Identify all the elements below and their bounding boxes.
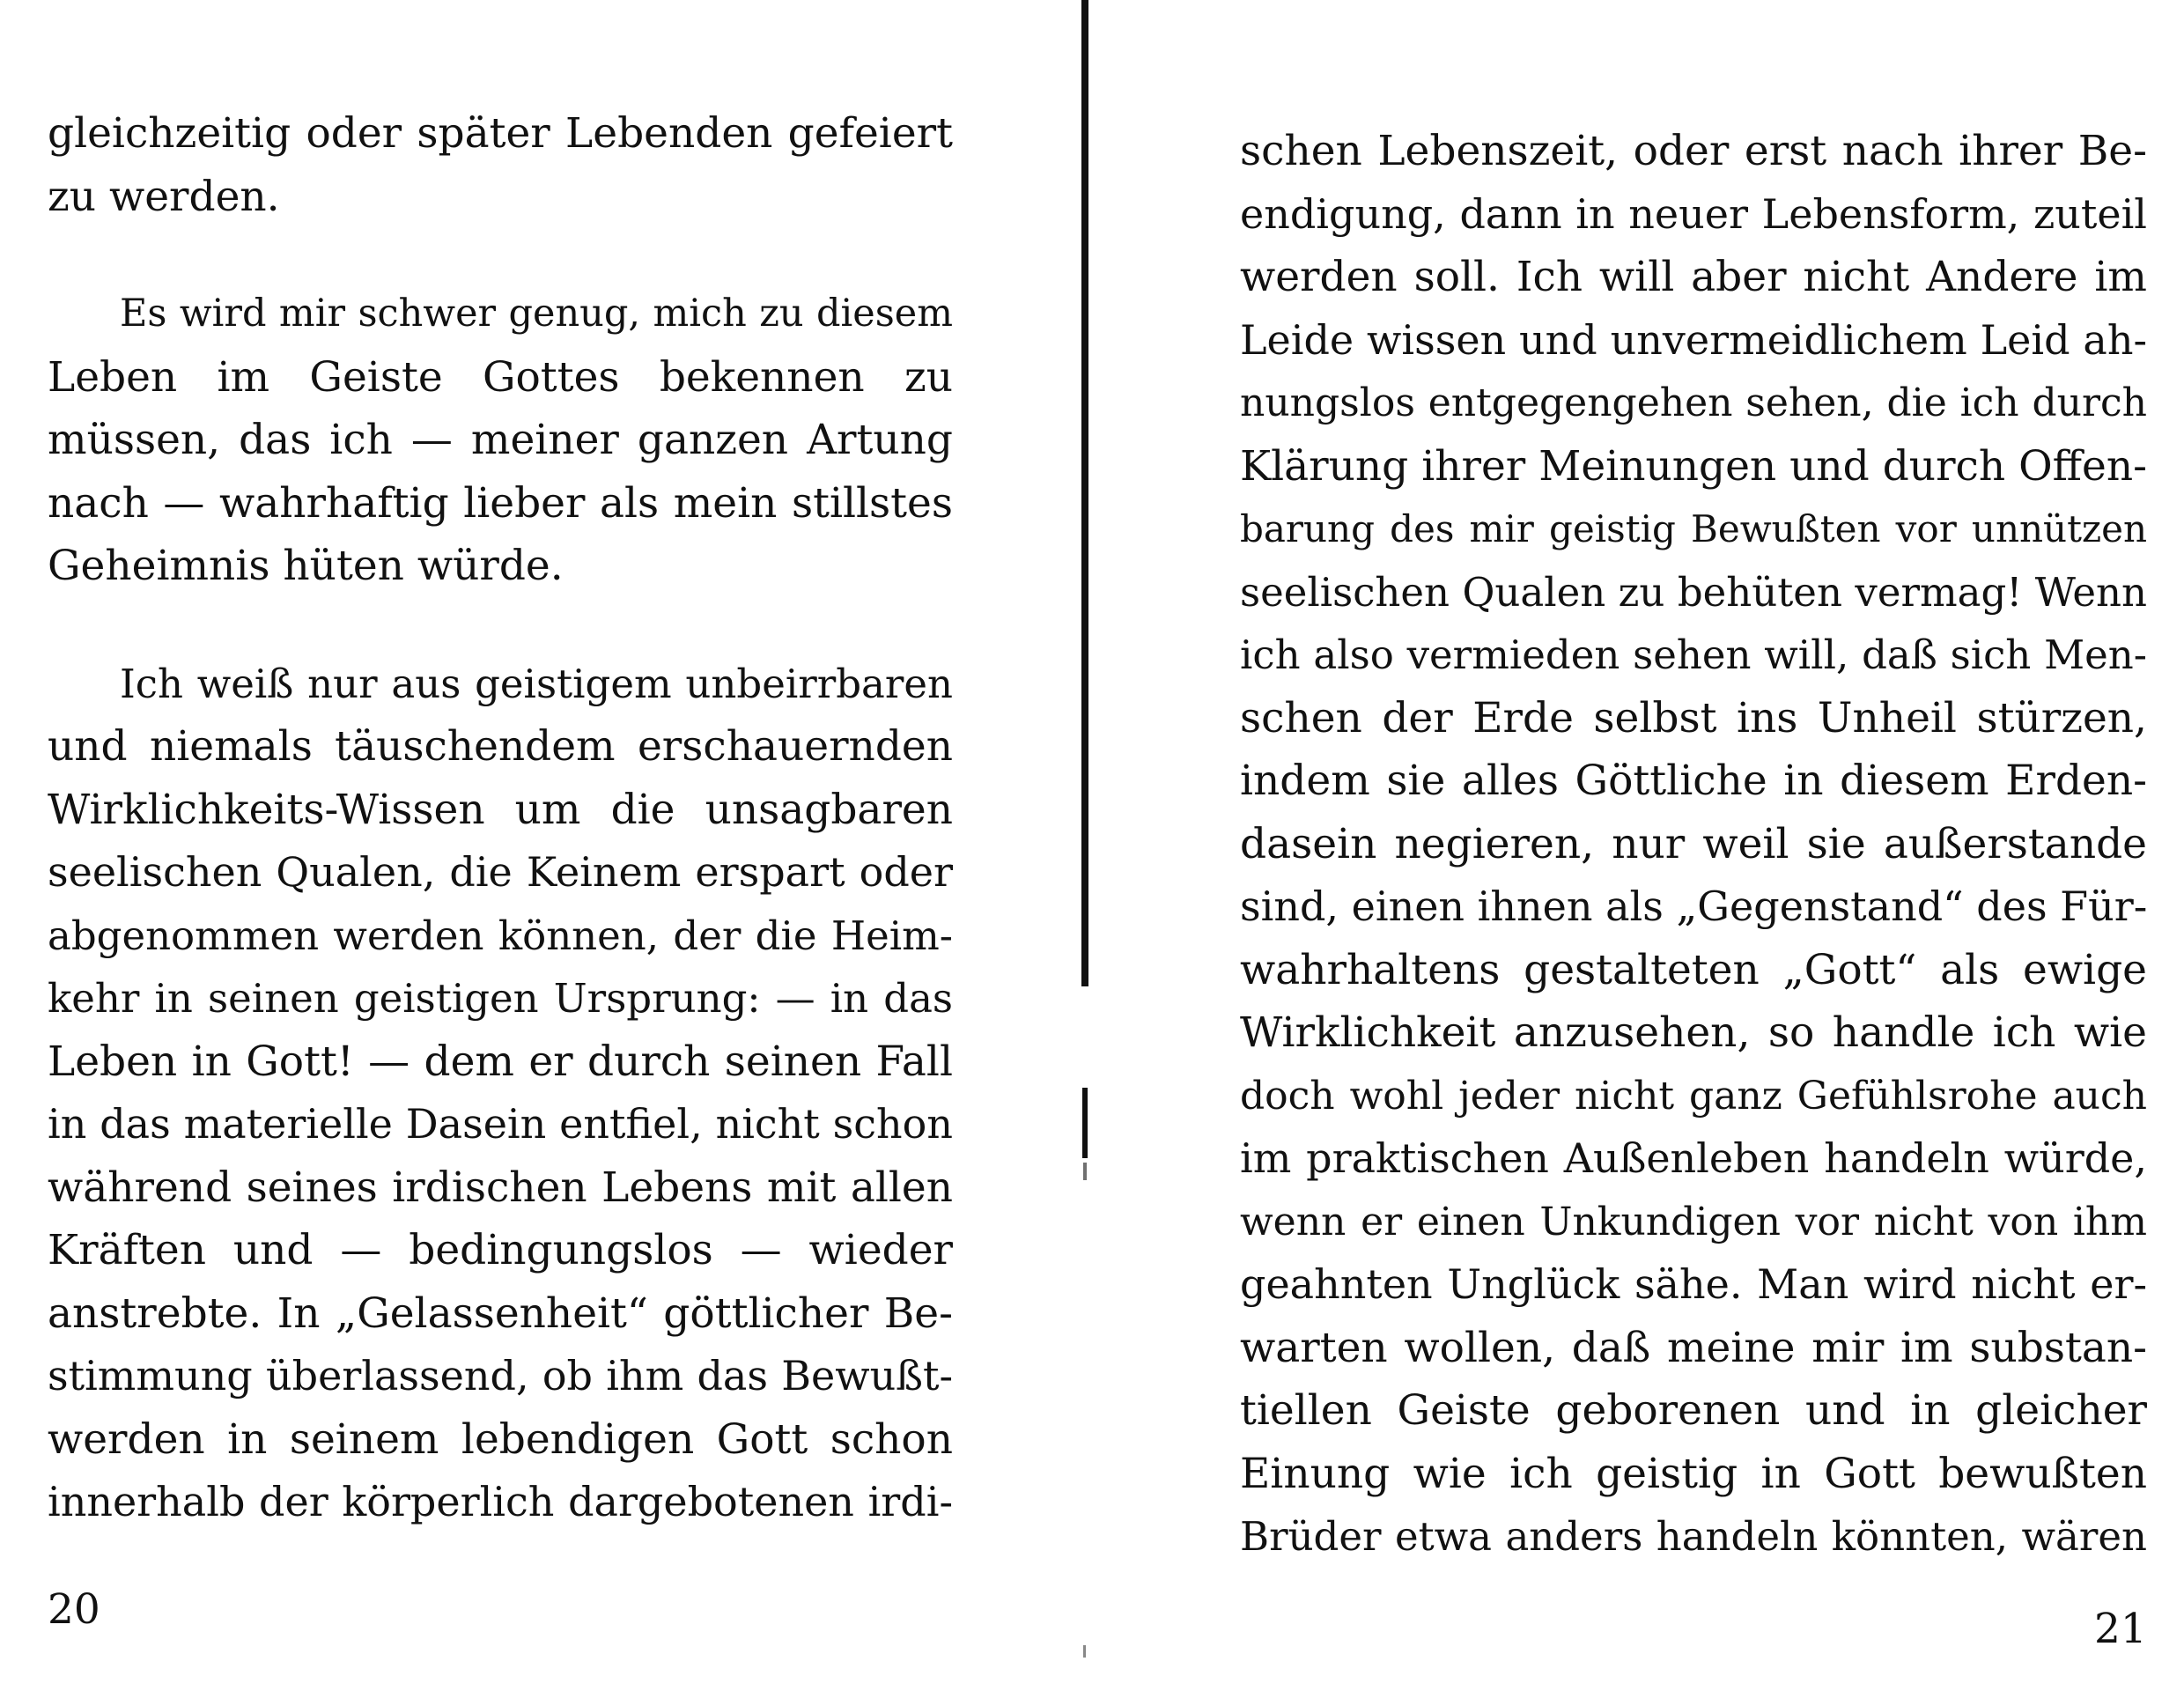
text-line: stimmung überlassend, ob ihm das Bewußt- bbox=[48, 1352, 953, 1399]
text-line: tiellen Geiste geborenen und in gleicher bbox=[1240, 1386, 2147, 1435]
text-line: wahrhaltens gestalteten „Gott“ als ewige bbox=[1240, 945, 2147, 994]
text-line: werden soll. Ich will aber nicht Andere im bbox=[1240, 253, 2147, 301]
gutter-shadow bbox=[1083, 1163, 1087, 1180]
text-line: sind, einen ihnen als „Gegenstand“ des Für- bbox=[1240, 882, 2148, 930]
text-line: Ich weiß nur aus geistigem unbeirrbaren bbox=[120, 660, 953, 707]
right-page bbox=[1092, 0, 2184, 1691]
text-line: seelischen Qualen, die Keinem erspart oder bbox=[48, 848, 953, 896]
text-line: in das materielle Dasein entfiel, nicht schon bbox=[48, 1100, 953, 1148]
text-line: anstrebte. In „Gelassenheit“ göttlicher Be- bbox=[48, 1289, 953, 1338]
text-line: dasein negieren, nur weil sie außerstande bbox=[1240, 819, 2147, 868]
text-line: im praktischen Außenleben handeln würde, bbox=[1240, 1134, 2147, 1182]
gutter-shadow bbox=[1082, 1088, 1088, 1158]
text-line: kehr in seinen geistigen Ursprung: — in das bbox=[48, 975, 953, 1022]
text-line: zu werden. bbox=[48, 172, 280, 221]
text-line: Leben im Geiste Gottes bekennen zu bbox=[48, 352, 953, 402]
text-line: gleichzeitig oder später Lebenden gefeiert bbox=[48, 109, 953, 158]
page-number: 21 bbox=[2094, 1605, 2147, 1653]
gutter-shadow bbox=[1083, 1645, 1086, 1658]
text-line: geahnten Unglück sähe. Man wird nicht er- bbox=[1240, 1260, 2147, 1308]
text-line: Wirklichkeit anzusehen, so handle ich wie bbox=[1240, 1008, 2147, 1057]
text-line: Es wird mir schwer genug, mich zu diesem bbox=[120, 292, 953, 336]
text-line: ich also vermieden sehen will, daß sich Men- bbox=[1240, 631, 2147, 678]
text-line: Einung wie ich geistig in Gott bewußten bbox=[1240, 1449, 2147, 1498]
text-line: während seines irdischen Lebens mit allen bbox=[48, 1163, 953, 1212]
paragraph-gap bbox=[48, 228, 953, 283]
text-line: barung des mir geistig Bewußten vor unnützen bbox=[1240, 507, 2147, 550]
text-line: warten wollen, daß meine mir im substan- bbox=[1240, 1323, 2147, 1372]
text-line: nungslos entgegengehen sehen, die ich durch bbox=[1240, 380, 2147, 425]
text-line: werden in seinem lebendigen Gott schon bbox=[48, 1414, 953, 1464]
text-line: seelischen Qualen zu behüten vermag! Wenn bbox=[1240, 568, 2147, 616]
text-line: indem sie alles Göttliche in diesem Erden- bbox=[1240, 757, 2147, 805]
text-line: doch wohl jeder nicht ganz Gefühlsrohe auch bbox=[1240, 1073, 2147, 1119]
text-line: nach — wahrhaftig lieber als mein stillstes bbox=[48, 478, 953, 528]
text-line: Geheimnis hüten würde. bbox=[48, 542, 564, 590]
text-line: schen Lebenszeit, oder erst nach ihrer Be- bbox=[1240, 127, 2147, 175]
text-line: und niemals täuschendem erschauernden bbox=[48, 722, 953, 771]
page-number: 20 bbox=[48, 1585, 100, 1634]
text-line: Kräften und — bedingungslos — wieder bbox=[48, 1226, 953, 1274]
text-line: innerhalb der körperlich dargebotenen irdi- bbox=[48, 1478, 953, 1525]
text-line: Klärung ihrer Meinungen und durch Offen- bbox=[1240, 441, 2147, 491]
right-page-text bbox=[1240, 120, 2147, 1569]
gutter-shadow bbox=[1081, 0, 1088, 986]
text-line: Leben in Gott! — dem er durch seinen Fall bbox=[48, 1037, 953, 1086]
book-gutter bbox=[1074, 0, 1094, 1691]
text-line: Wirklichkeits-Wissen um die unsagbaren bbox=[48, 785, 953, 834]
text-line: abgenommen werden können, der die Heim- bbox=[48, 912, 953, 959]
paragraph-gap bbox=[48, 598, 953, 653]
text-line: Leide wissen und unvermeidlichem Leid ah- bbox=[1240, 315, 2147, 364]
text-line: endigung, dann in neuer Lebensform, zuteil bbox=[1240, 189, 2147, 238]
left-page-text bbox=[48, 102, 953, 1534]
text-line: schen der Erde selbst ins Unheil stürzen, bbox=[1240, 693, 2147, 742]
text-line: müssen, das ich — meiner ganzen Artung bbox=[48, 416, 953, 464]
text-line: wenn er einen Unkundigen vor nicht von ihm bbox=[1240, 1199, 2147, 1244]
text-line: Brüder etwa anders handeln könnten, wären bbox=[1240, 1513, 2147, 1560]
left-page bbox=[0, 0, 1074, 1691]
